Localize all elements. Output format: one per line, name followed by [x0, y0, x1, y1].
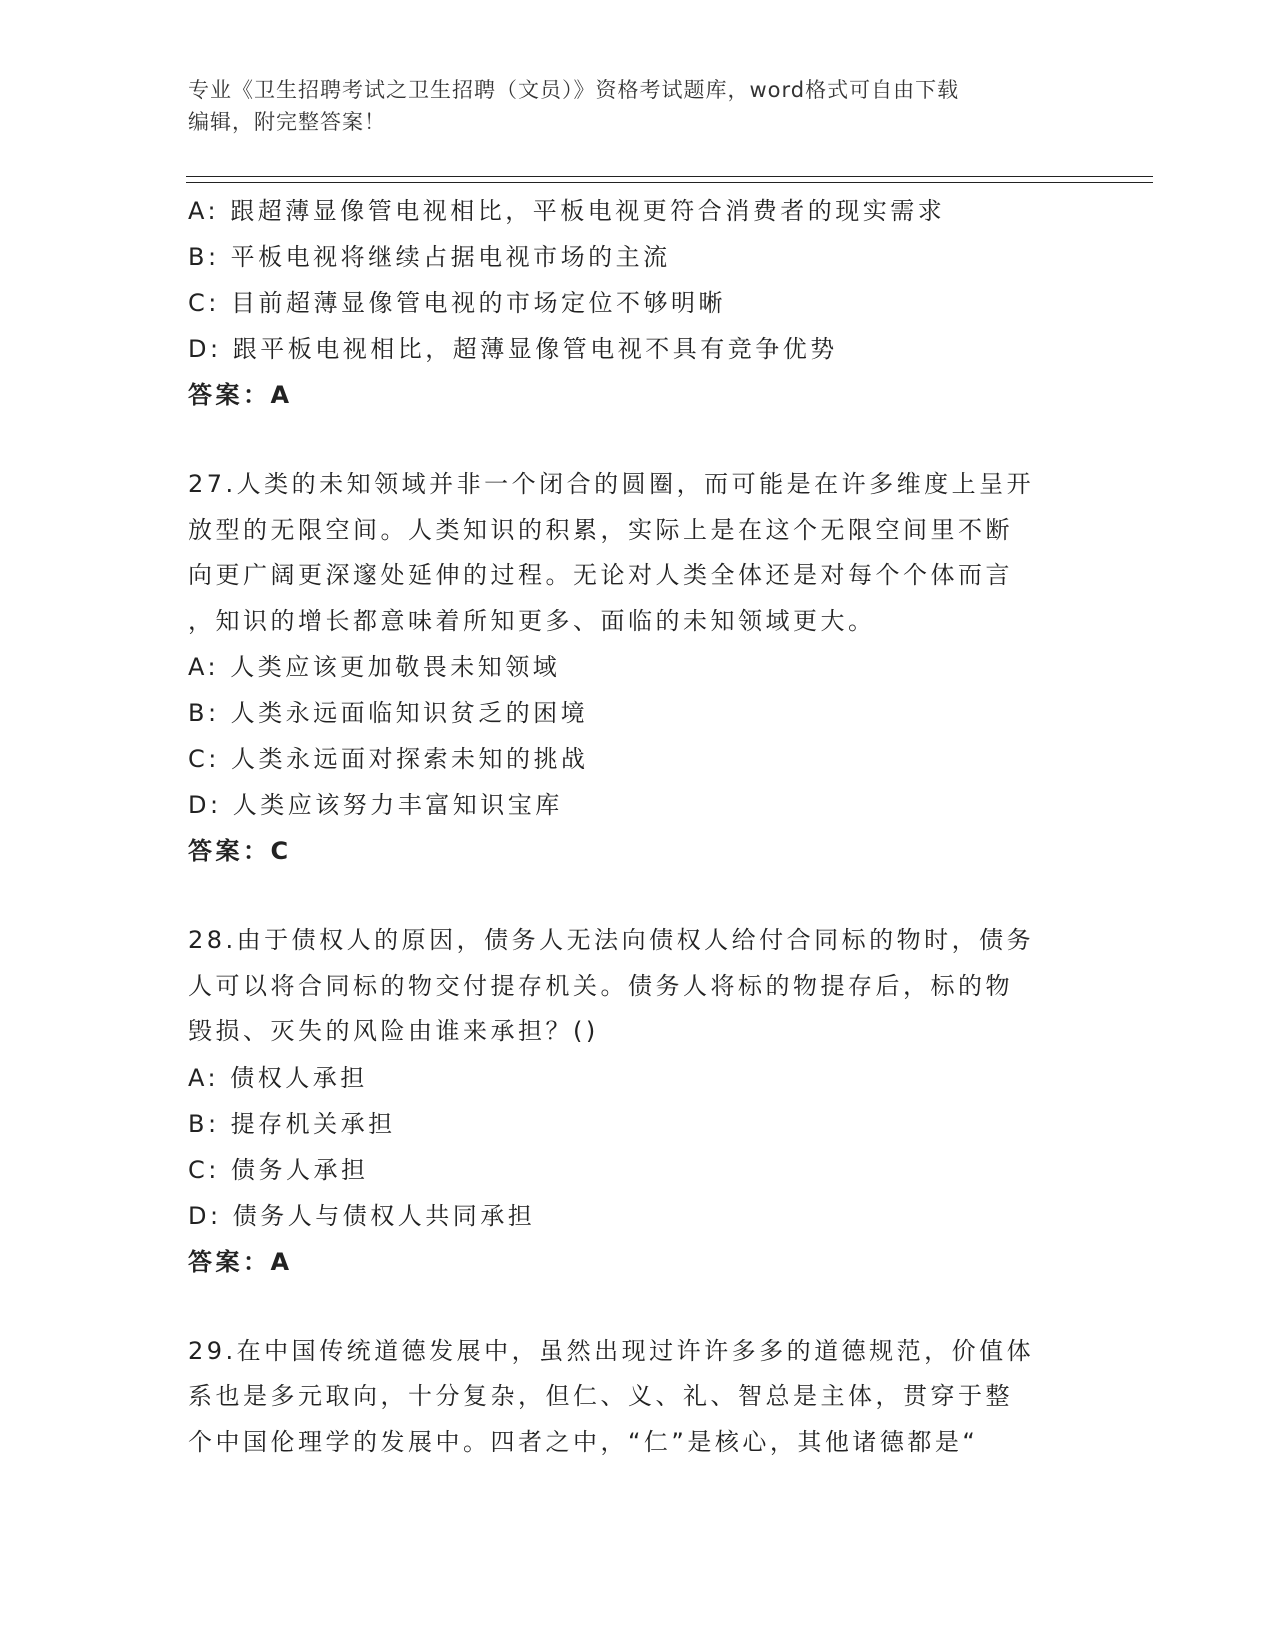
question-stem-line: 向更广阔更深邃处延伸的过程。无论对人类全体还是对每个个体而言 — [188, 561, 1013, 589]
question-stem-line: 29.在中国传统道德发展中，虽然出现过许许多多的道德规范，价值体 — [188, 1336, 1035, 1365]
question-stem-line: ，知识的增长都意味着所知更多、面临的未知领域更大。 — [188, 606, 876, 635]
question-stem-line: 人可以将合同标的物交付提存机关。债务人将标的物提存后，标的物 — [188, 971, 1013, 1000]
question-29 — [188, 1329, 1088, 1466]
option-d: D: 债务人与债权人共同承担 — [188, 1201, 536, 1230]
option-c: C: 人类永远面对探索未知的挑战 — [188, 745, 589, 773]
header-rule-top — [186, 176, 1153, 177]
question-spacer — [188, 874, 1088, 918]
option-b: B: 提存机关承担 — [188, 1109, 396, 1138]
option-a: A: 跟超薄显像管电视相比，平板电视更符合消费者的现实需求 — [188, 197, 946, 225]
question-spacer — [188, 418, 1088, 462]
question-stem-line: 放型的无限空间。人类知识的积累，实际上是在这个无限空间里不断 — [188, 515, 1013, 544]
document-header — [188, 74, 1068, 138]
option-a: A: 人类应该更加敬畏未知领域 — [188, 653, 561, 681]
option-d: D: 跟平板电视相比，超薄显像管电视不具有竞争优势 — [188, 335, 838, 363]
answer: 答案：A — [188, 381, 293, 409]
question-26 — [188, 188, 1088, 418]
header-line-1: 专业《卫生招聘考试之卫生招聘（文员）》资格考试题库，word格式可自由下载 — [188, 78, 960, 102]
header-line-2: 编辑，附完整答案！ — [188, 110, 386, 134]
question-list — [188, 188, 1088, 1465]
option-c: C: 债务人承担 — [188, 1155, 369, 1184]
option-c: C: 目前超薄显像管电视的市场定位不够明晰 — [188, 289, 726, 317]
answer: 答案：C — [188, 837, 292, 865]
question-stem-line: 28.由于债权人的原因，债务人无法向债权人给付合同标的物时，债务 — [188, 926, 1035, 954]
option-b: B: 平板电视将继续占据电视市场的主流 — [188, 243, 671, 271]
option-d: D: 人类应该努力丰富知识宝库 — [188, 791, 563, 819]
answer: 答案：A — [188, 1247, 293, 1276]
question-stem-line: 27.人类的未知领域并非一个闭合的圆圈，而可能是在许多维度上呈开 — [188, 470, 1035, 498]
option-a: A: 债权人承担 — [188, 1063, 368, 1092]
question-stem-line: 系也是多元取向，十分复杂，但仁、义、礼、智总是主体，贯穿于整 — [188, 1382, 1013, 1410]
question-27 — [188, 462, 1088, 874]
option-b: B: 人类永远面临知识贫乏的困境 — [188, 699, 589, 727]
question-spacer — [188, 1285, 1088, 1329]
question-stem-line: 毁损、灭失的风险由谁来承担？() — [188, 1017, 599, 1045]
question-stem-line: 个中国伦理学的发展中。四者之中，“仁”是核心，其他诸德都是“ — [188, 1427, 979, 1456]
header-rule-bottom — [186, 182, 1153, 183]
question-28 — [188, 918, 1088, 1285]
